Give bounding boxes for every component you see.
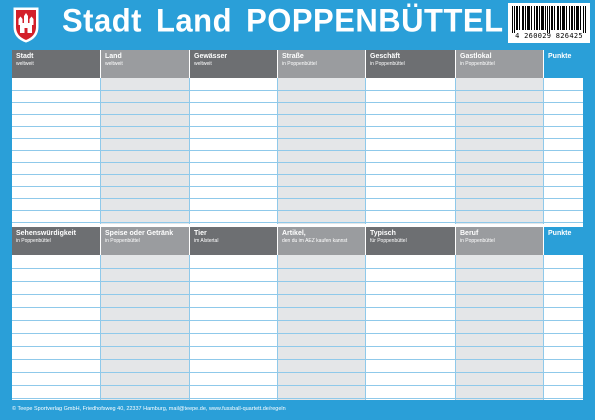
header-bar xyxy=(0,0,595,48)
barcode-icon xyxy=(512,6,586,33)
table-top xyxy=(12,50,583,224)
column-header xyxy=(456,227,543,255)
column-header-subtitle: in Poppenbüttel xyxy=(282,61,317,67)
table-row xyxy=(12,102,583,103)
column-header-name: Gewässer xyxy=(194,53,228,60)
table-row xyxy=(12,186,583,187)
barcode xyxy=(508,3,590,43)
column-header xyxy=(544,50,583,78)
table-row xyxy=(12,320,583,321)
column-header-subtitle: in Poppenbüttel xyxy=(16,238,51,244)
column-header-name: Typisch xyxy=(370,230,396,237)
column-header-name: Tier xyxy=(194,230,207,237)
table-row xyxy=(12,174,583,175)
column-header xyxy=(101,50,189,78)
table-row xyxy=(12,281,583,282)
column-header-name: Stadt xyxy=(16,53,34,60)
title-word-place: POPPENBÜTTEL xyxy=(246,2,504,39)
title-word-stadt: Stadt xyxy=(62,2,142,39)
column-header-name: Speise oder Getränk xyxy=(105,230,174,237)
column-header-subtitle: weltweit xyxy=(194,61,212,67)
table-row xyxy=(12,138,583,139)
column-header-name: Gastlokal xyxy=(460,53,492,60)
column-header-subtitle: in Poppenbüttel xyxy=(460,61,495,67)
table-row xyxy=(12,162,583,163)
table-row xyxy=(12,198,583,199)
column-header-name: Punkte xyxy=(548,230,572,237)
column-header-name: Land xyxy=(105,53,122,60)
table-row xyxy=(12,398,583,399)
table-row xyxy=(12,372,583,373)
table-row xyxy=(12,385,583,386)
barcode-number: 4 260029 826425 xyxy=(515,32,583,40)
table-row xyxy=(12,126,583,127)
title-word-land: Land xyxy=(156,2,233,39)
table-row xyxy=(12,359,583,360)
column-header-subtitle: in Poppenbüttel xyxy=(370,61,405,67)
page-title xyxy=(62,0,504,42)
column-header-subtitle: für Poppenbüttel xyxy=(370,238,407,244)
writing-rows xyxy=(12,255,583,400)
column-header xyxy=(278,227,365,255)
column-header xyxy=(190,50,277,78)
column-header xyxy=(278,50,365,78)
column-header xyxy=(12,50,100,78)
column-header xyxy=(456,50,543,78)
column-header-name: Straße xyxy=(282,53,304,60)
table-row xyxy=(12,150,583,151)
table-row xyxy=(12,90,583,91)
column-header-subtitle: weltweit xyxy=(16,61,34,67)
table-row xyxy=(12,346,583,347)
column-header-name: Geschäft xyxy=(370,53,400,60)
table-row xyxy=(12,333,583,334)
writing-rows xyxy=(12,78,583,224)
table-row xyxy=(12,268,583,269)
table-row xyxy=(12,294,583,295)
game-sheet xyxy=(12,50,583,400)
table-row xyxy=(12,222,583,223)
column-header xyxy=(366,227,455,255)
column-header-subtitle: in Poppenbüttel xyxy=(105,238,140,244)
table-row xyxy=(12,307,583,308)
footer-copyright: © Teepe Sportverlag GmbH, Friedhofsweg 40, 22337 Hamburg, mail@teepe.de, www.fussball-quartett.de/regeln xyxy=(12,406,286,412)
column-header xyxy=(101,227,189,255)
column-header-subtitle: im Alstertal xyxy=(194,238,219,244)
column-header xyxy=(190,227,277,255)
table-bottom xyxy=(12,227,583,400)
column-header-subtitle: den du im AEZ kaufen kannst xyxy=(282,238,348,244)
hamburg-castle-crest-icon xyxy=(13,7,39,43)
column-header-subtitle: in Poppenbüttel xyxy=(460,238,495,244)
column-header-name: Artikel, xyxy=(282,230,306,237)
column-header-name: Beruf xyxy=(460,230,479,237)
column-header-subtitle: weltweit xyxy=(105,61,123,67)
column-header xyxy=(544,227,583,255)
table-row xyxy=(12,210,583,211)
column-header xyxy=(366,50,455,78)
column-header xyxy=(12,227,100,255)
table-row xyxy=(12,114,583,115)
column-header-name: Punkte xyxy=(548,53,572,60)
column-header-name: Sehenswürdigkeit xyxy=(16,230,76,237)
